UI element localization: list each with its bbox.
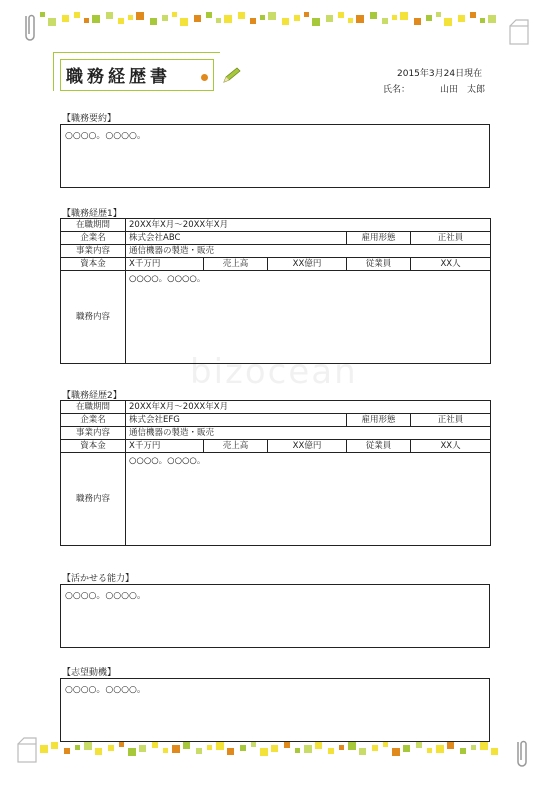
border-square: [162, 15, 168, 21]
sales-value: XX億円: [268, 258, 347, 271]
border-square: [75, 745, 80, 750]
duties-value: ○○○○。○○○○。: [126, 453, 491, 546]
border-square: [40, 12, 45, 17]
employees-value: XX人: [411, 258, 491, 271]
history1-label: 【職務経歴1】: [62, 209, 122, 219]
history2-table: [60, 400, 491, 546]
border-square: [304, 745, 312, 753]
border-square: [382, 18, 388, 24]
border-square: [447, 742, 454, 749]
border-square: [207, 745, 212, 750]
border-square: [471, 745, 476, 750]
top-decorative-border: [40, 12, 510, 28]
border-square: [356, 15, 364, 23]
business-value: 通信機器の製造・販売: [126, 245, 491, 258]
skills-label: 【活かせる能力】: [62, 574, 135, 584]
border-square: [436, 745, 444, 753]
border-square: [62, 15, 69, 22]
period-label: 在職期間: [61, 401, 126, 414]
employment-value: 正社員: [411, 414, 491, 427]
border-square: [312, 18, 320, 26]
employment-label: 雇用形態: [347, 232, 411, 245]
border-square: [40, 745, 48, 753]
border-square: [392, 15, 397, 20]
border-square: [172, 12, 177, 17]
border-square: [470, 12, 476, 18]
skills-box: [60, 584, 490, 648]
border-square: [416, 742, 422, 748]
employees-label: 従業員: [347, 440, 411, 453]
border-square: [250, 18, 256, 24]
paperclip-icon: [18, 12, 40, 46]
border-square: [128, 748, 136, 756]
folder-corner-icon: [16, 736, 38, 770]
border-square: [403, 745, 410, 752]
name-value: 山田 太郎: [440, 85, 486, 95]
folder-corner-icon: [508, 18, 530, 52]
border-square: [119, 742, 124, 747]
border-square: [491, 748, 498, 755]
border-square: [238, 12, 245, 19]
border-square: [139, 745, 146, 752]
border-square: [51, 742, 58, 749]
border-square: [315, 742, 322, 749]
border-square: [118, 18, 124, 24]
border-square: [194, 15, 201, 22]
border-square: [480, 742, 488, 750]
border-square: [339, 745, 344, 750]
border-square: [284, 742, 290, 748]
border-square: [216, 18, 221, 23]
name-label: 氏名：: [383, 85, 411, 95]
border-square: [295, 748, 300, 753]
border-square: [444, 18, 452, 26]
border-square: [128, 15, 133, 20]
company-label: 企業名: [61, 232, 126, 245]
pencil-icon: [222, 66, 242, 84]
border-square: [268, 12, 276, 20]
capital-label: 資本金: [61, 258, 126, 271]
duties-value: ○○○○。○○○○。: [126, 271, 491, 364]
border-square: [48, 18, 56, 26]
summary-label: 【職務要約】: [62, 114, 117, 124]
border-square: [338, 12, 344, 18]
border-square: [260, 748, 268, 756]
border-square: [304, 12, 309, 17]
capital-value: X千万円: [126, 258, 204, 271]
border-square: [480, 18, 485, 23]
border-square: [180, 18, 188, 26]
border-square: [163, 748, 168, 753]
motivation-box: [60, 678, 490, 742]
sales-value: XX億円: [268, 440, 347, 453]
border-square: [294, 15, 300, 21]
employment-value: 正社員: [411, 232, 491, 245]
bottom-decorative-border: [40, 742, 510, 758]
border-square: [326, 15, 333, 22]
duties-label: 職務内容: [61, 453, 126, 546]
border-square: [240, 745, 246, 751]
paperclip-icon: [510, 738, 532, 772]
sales-label: 売上高: [204, 440, 268, 453]
border-square: [136, 12, 144, 20]
company-value: 株式会社EFG: [126, 414, 347, 427]
border-square: [426, 15, 432, 21]
border-square: [427, 748, 432, 753]
border-square: [488, 15, 496, 23]
border-square: [92, 15, 100, 23]
border-square: [216, 742, 224, 750]
border-square: [271, 745, 278, 752]
border-square: [370, 12, 377, 19]
border-square: [328, 748, 334, 754]
history1-table: [60, 218, 491, 364]
date-text: 2015年3月24日現在: [397, 69, 483, 79]
period-label: 在職期間: [61, 219, 126, 232]
motivation-label: 【志望動機】: [62, 668, 117, 678]
employees-label: 従業員: [347, 258, 411, 271]
border-square: [260, 15, 265, 20]
sales-label: 売上高: [204, 258, 268, 271]
border-square: [372, 745, 378, 751]
border-square: [106, 12, 113, 19]
period-value: 20XX年X月～20XX年X月: [126, 219, 491, 232]
border-square: [84, 18, 89, 23]
company-label: 企業名: [61, 414, 126, 427]
capital-label: 資本金: [61, 440, 126, 453]
capital-value: X千万円: [126, 440, 204, 453]
duties-label: 職務内容: [61, 271, 126, 364]
border-square: [196, 748, 202, 754]
border-square: [460, 748, 466, 754]
watermark: bizocean: [190, 352, 358, 392]
business-label: 事業内容: [61, 245, 126, 258]
page-title: 職務経歴書: [66, 67, 171, 87]
border-square: [64, 748, 70, 754]
border-square: [227, 748, 234, 755]
border-square: [436, 12, 441, 17]
border-square: [348, 18, 353, 23]
border-square: [400, 12, 408, 20]
border-square: [458, 15, 465, 22]
border-square: [251, 742, 256, 747]
summary-box: [60, 124, 490, 188]
border-square: [359, 748, 366, 755]
skills-text: ○○○○。○○○○。: [65, 591, 146, 601]
employment-label: 雇用形態: [347, 414, 411, 427]
border-square: [150, 18, 157, 25]
employees-value: XX人: [411, 440, 491, 453]
border-square: [224, 15, 232, 23]
period-value: 20XX年X月～20XX年X月: [126, 401, 491, 414]
border-square: [172, 745, 180, 753]
border-square: [95, 748, 102, 755]
border-square: [108, 745, 114, 751]
border-square: [282, 18, 289, 25]
summary-text: ○○○○。○○○○。: [65, 131, 146, 141]
border-square: [74, 12, 80, 18]
border-square: [414, 18, 421, 25]
title-dot: [201, 74, 208, 81]
border-square: [383, 742, 388, 747]
business-value: 通信機器の製造・販売: [126, 427, 491, 440]
company-value: 株式会社ABC: [126, 232, 347, 245]
history2-label: 【職務経歴2】: [62, 391, 122, 401]
motivation-text: ○○○○。○○○○。: [65, 685, 146, 695]
border-square: [152, 742, 158, 748]
border-square: [348, 742, 356, 750]
business-label: 事業内容: [61, 427, 126, 440]
border-square: [206, 12, 212, 18]
border-square: [183, 742, 190, 749]
border-square: [392, 748, 400, 756]
border-square: [84, 742, 92, 750]
